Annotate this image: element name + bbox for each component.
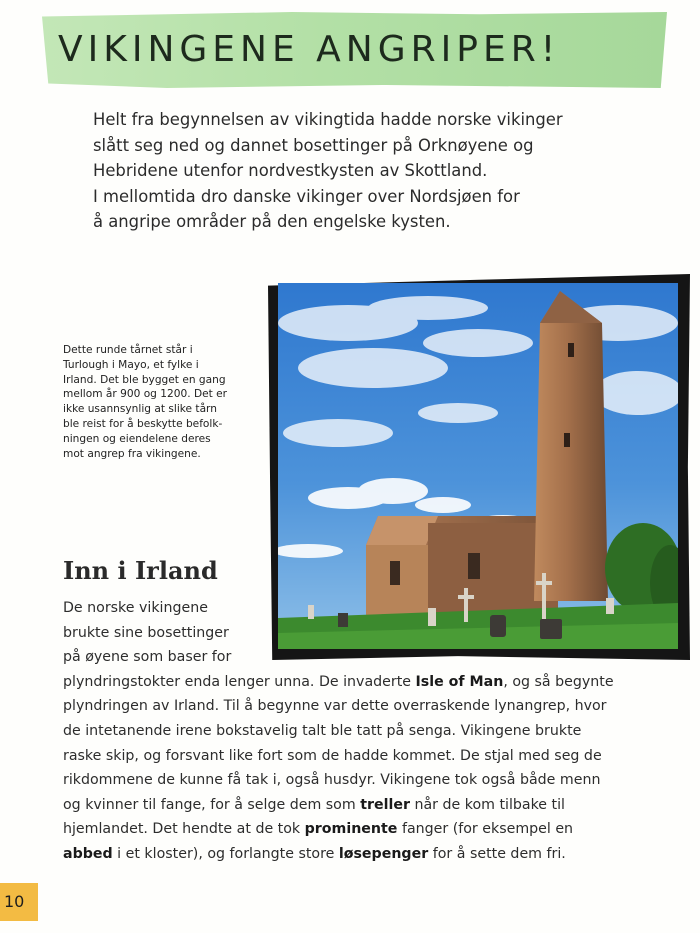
bold-term: prominente xyxy=(304,821,398,838)
body-line xyxy=(63,670,614,695)
photo-caption xyxy=(63,343,263,461)
caption-line: Irland. Det ble bygget en gang xyxy=(63,373,226,386)
body-text-run: , og så begynte xyxy=(503,673,614,690)
body-line xyxy=(63,842,566,867)
body-text-run: når de kom tilbake til xyxy=(409,796,565,813)
caption-line: ble reist for å beskytte befolk- xyxy=(63,417,223,430)
caption-line: mellom år 900 og 1200. Det er xyxy=(63,388,228,401)
intro-line: Helt fra begynnelsen av vikingtida hadde norske vikinger xyxy=(93,110,563,129)
body-line xyxy=(63,817,574,842)
body-line: rikdommene de kunne få tak i, også husdyr. Vikingene tok også både menn xyxy=(63,772,601,789)
body-line: plyndringen av Irland. Til å begynne var dette overraskende lynangrep, hvor xyxy=(63,698,607,715)
body-text-run: og kvinner til fange, for å selge dem som xyxy=(63,796,361,813)
caption-line: Dette runde tårnet står i xyxy=(63,344,193,356)
body-line: De norske vikingene xyxy=(63,600,208,616)
bold-term: abbed xyxy=(63,845,113,862)
body-paragraph xyxy=(63,596,614,867)
body-text-run: hjemlandet. Det hendte at de tok xyxy=(63,821,305,838)
body-line: de intetanende irene bokstavelig talt ble tatt på senga. Vikingene brukte xyxy=(63,722,582,739)
intro-line: I mellomtida dro danske vikinger over Nordsjøen for xyxy=(93,186,520,206)
body-text-run: fanger (for eksempel en xyxy=(397,821,574,838)
page-title: VIKINGENE ANGRIPER! xyxy=(58,29,561,70)
bold-term: løsepenger xyxy=(338,845,429,862)
body-line: brukte sine bosettinger xyxy=(63,624,229,641)
intro-line: Hebridene utenfor nordvestkysten av Skottland. xyxy=(93,161,488,181)
body-text-run: plyndringstokter enda lenger unna. De invaderte xyxy=(63,673,416,690)
body-line: raske skip, og forsvant like fort som de hadde kommet. De stjal med seg de xyxy=(63,747,602,764)
caption-line: ningen og eiendelene deres xyxy=(63,432,211,445)
body-text-run: i et kloster), og forlangte store xyxy=(112,845,339,862)
body-line: på øyene som baser for xyxy=(63,649,232,666)
intro-line: slått seg ned og dannet bosettinger på Orknøyene og xyxy=(93,135,534,155)
section-heading: Inn i Irland xyxy=(63,556,218,585)
bold-term: treller xyxy=(360,796,410,813)
caption-line: ikke usannsynlig at slike tårn xyxy=(63,403,217,416)
caption-line: Turlough i Mayo, et fylke i xyxy=(63,358,199,371)
intro-paragraph xyxy=(93,107,613,235)
bold-term: Isle of Man xyxy=(415,673,504,690)
page-number: 10 xyxy=(4,892,25,911)
round-tower-photo xyxy=(278,283,678,649)
body-text-run: for å sette dem fri. xyxy=(428,845,566,862)
intro-line: å angripe områder på den engelske kysten. xyxy=(93,212,451,232)
body-line xyxy=(63,793,565,818)
caption-line: mot angrep fra vikingene. xyxy=(63,447,201,460)
